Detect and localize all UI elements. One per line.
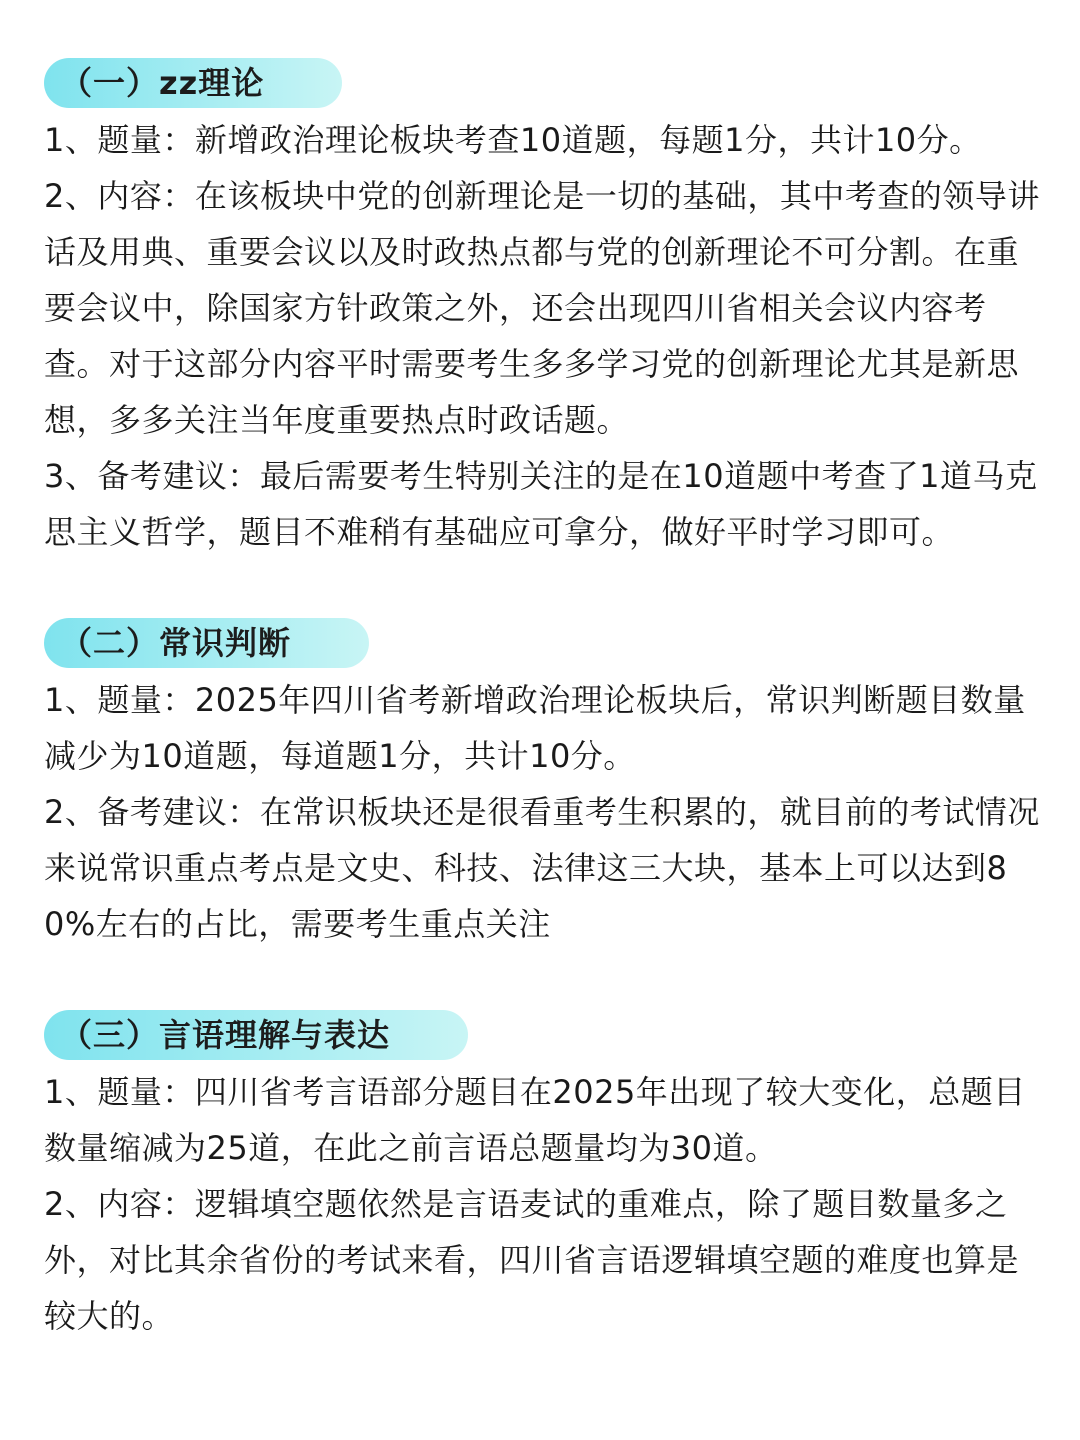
- paragraph: 1、题量：四川省考言语部分题目在2025年出现了较大变化，总题目数量缩减为25道，在此之前言语总题量均为30道。: [44, 1073, 1026, 1167]
- section-politics-theory: [44, 58, 1040, 560]
- paragraph: 1、题量：2025年四川省考新增政治理论板块后，常识判断题目数量减少为10道题，每道题1分，共计10分。: [44, 681, 1026, 775]
- paragraph: 3、备考建议：最后需要考生特别关注的是在10道题中考查了1道马克思主义哲学，题目不难稍有基础应可拿分，做好平时学习即可。: [44, 457, 1038, 551]
- section-heading: （二）常识判断: [44, 618, 369, 668]
- section-verbal-comprehension: [44, 1010, 1040, 1344]
- section-heading: （一）zz理论: [44, 58, 342, 108]
- section-heading: （三）言语理解与表达: [44, 1010, 468, 1060]
- paragraph: 2、备考建议：在常识板块还是很看重考生积累的，就目前的考试情况来说常识重点考点是文史、科技、法律这三大块，基本上可以达到80%左右的占比，需要考生重点关注: [44, 793, 1040, 943]
- paragraph: 2、内容：逻辑填空题依然是言语麦试的重难点，除了题目数量多之外，对比其余省份的考试来看，四川省言语逻辑填空题的难度也算是较大的。: [44, 1185, 1020, 1335]
- paragraph: 2、内容：在该板块中党的创新理论是一切的基础，其中考查的领导讲话及用典、重要会议以及时政热点都与党的创新理论不可分割。在重要会议中，除国家方针政策之外，还会出现四川省相关会议内容考查。对于这部分内容平时需要考生多多学习党的创新理论尤其是新思想，多多关注当年度重要热点时政话题。: [44, 177, 1040, 439]
- paragraph: 1、题量：新增政治理论板块考查10道题，每题1分，共计10分。: [44, 121, 982, 159]
- section-common-sense: [44, 618, 1040, 952]
